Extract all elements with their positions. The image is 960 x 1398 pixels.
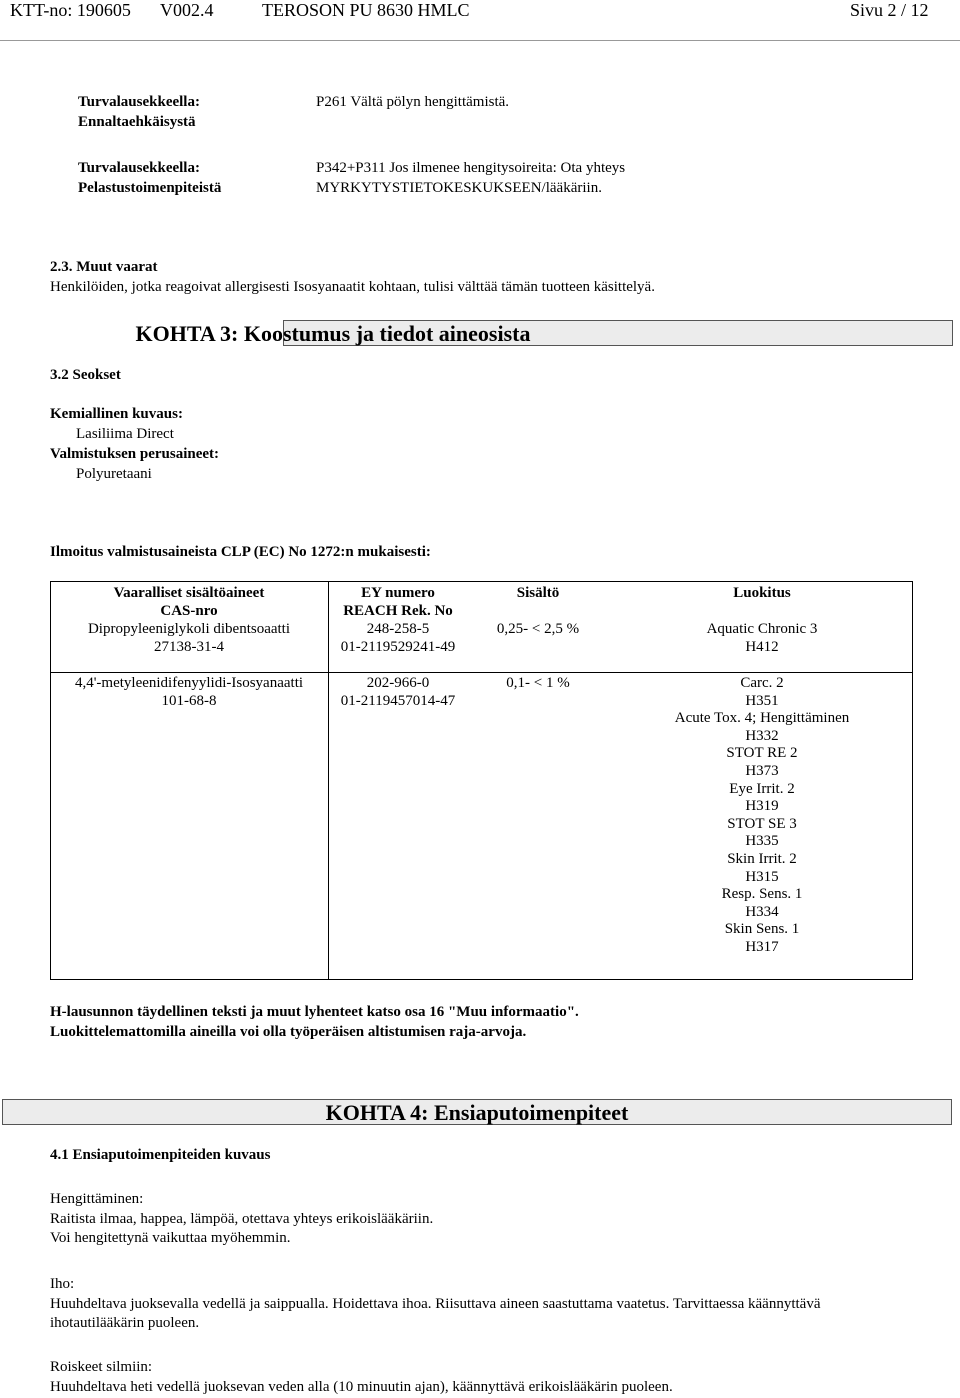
header-rule (0, 40, 960, 41)
ec-reach-cell (328, 621, 468, 656)
base-substances-value: Polyuretaani (76, 466, 152, 482)
section-3-title-bar (135, 320, 953, 346)
inhalation-label: Hengittäminen: (50, 1191, 144, 1207)
product-name: TEROSON PU 8630 HMLC (262, 0, 470, 20)
inhalation-block: Hengittäminen: Raitista ilmaa, happea, lämpöä, otettava yhteys erikoislääkäriin. Voi hengitettynä vaikuttaa myöhemmin. (50, 1191, 434, 1246)
ec-number: 248-258-5 (366, 621, 430, 637)
ec-number: 202-966-0 (366, 675, 430, 691)
cas-number: 101-68-8 (161, 692, 217, 709)
chemical-description-label: Kemiallinen kuvaus: (50, 406, 183, 422)
classification-cell: Aquatic Chronic 3 H412 (706, 621, 818, 655)
ec-reach-cell (328, 675, 468, 710)
ktt-number: KTT-no: 190605 (10, 0, 131, 20)
reach-number: 01-2119529241-49 (340, 638, 456, 655)
h-statement-note: H-lausunnon täydellinen teksti ja muut lyhenteet katso osa 16 "Muu informaatio". Luokittelemattomilla aineilla voi olla työperäisen altistumisen raja-arvoja. (50, 1004, 579, 1040)
reach-number: 01-2119457014-47 (340, 692, 456, 709)
precaution-text-prevention: P261 Vältä pölyn hengittämistä. (316, 94, 510, 110)
header-classification: Luokitus (733, 585, 791, 601)
content-value: 0,25- < 2,5 % (496, 621, 580, 637)
eyes-block: Roiskeet silmiin: Huuhdeltava heti vedellä juoksevan veden alla (10 minuutin ajan), käännyttävä erikoislääkärin puoleen. (50, 1359, 673, 1395)
version: V002.4 (160, 0, 214, 20)
table-row (50, 675, 328, 710)
chemical-description-value: Lasiliima Direct (76, 426, 174, 442)
section-4-title-bar (2, 1099, 952, 1125)
content-value: 0,1- < 1 % (506, 675, 570, 691)
precaution-label-response: Turvalausekkeella: Pelastustoimenpiteistä (78, 160, 222, 196)
header-hazardous-ingredients: Vaaralliset sisältöaineet CAS-nro (113, 585, 265, 619)
ingredient-name: Dipropyleeniglykoli dibentsoaatti (87, 621, 291, 637)
precaution-label-prevention: Turvalausekkeella: Ennaltaehkäisystä (78, 94, 200, 130)
cas-number: 27138-31-4 (154, 638, 224, 655)
section-3-title: KOHTA 3: Koostumus ja tiedot aineosista (135, 321, 531, 346)
classification-cell: Carc. 2 H351 Acute Tox. 4; Hengittäminen H332 STOT RE 2 H373 Eye Irrit. 2 H319 STOT SE 3 H335 Skin Irrit. 2 H315 Resp. Sens. 1 H334 Skin Sens. 1 H317 (674, 675, 850, 955)
other-hazards-text: Henkilöiden, jotka reagoivat allergisesti Isosyanaatit kohtaan, tulisi välttää tämän tuotteen käsittelyä. (50, 279, 655, 295)
eyes-label: Roiskeet silmiin: (50, 1359, 153, 1375)
ingredient-name: 4,4'-metyleenidifenyylidi-Isosyanaatti (74, 675, 304, 691)
clp-heading: Ilmoitus valmistusaineista CLP (EC) No 1272:n mukaisesti: (50, 544, 431, 560)
page-number: Sivu 2 / 12 (850, 0, 929, 20)
header-ec-number: EY numero REACH Rek. No (343, 585, 453, 619)
header-content: Sisältö (516, 585, 560, 601)
table-row-divider (50, 672, 913, 673)
skin-label: Iho: (50, 1276, 75, 1292)
mixtures-heading: 3.2 Seokset (50, 367, 121, 383)
other-hazards-heading: 2.3. Muut vaarat (50, 259, 158, 275)
skin-block: Iho: Huuhdeltava juoksevalla vedellä ja saippualla. Hoidettava ihoa. Riisuttava aineen saastuttama vaatetus. Tarvittaessa käännyttävä ihotautilääkärin puoleen. (50, 1276, 821, 1331)
first-aid-heading: 4.1 Ensiaputoimenpiteiden kuvaus (50, 1147, 271, 1163)
base-substances-label: Valmistuksen perusaineet: (50, 446, 220, 462)
section-4-title: KOHTA 4: Ensiaputoimenpiteet (325, 1100, 629, 1125)
precaution-text-response: P342+P311 Jos ilmenee hengitysoireita: Ota yhteys MYRKYTYSTIETOKESKUKSEEN/lääkäriin. (316, 160, 626, 196)
table-row (50, 621, 328, 656)
